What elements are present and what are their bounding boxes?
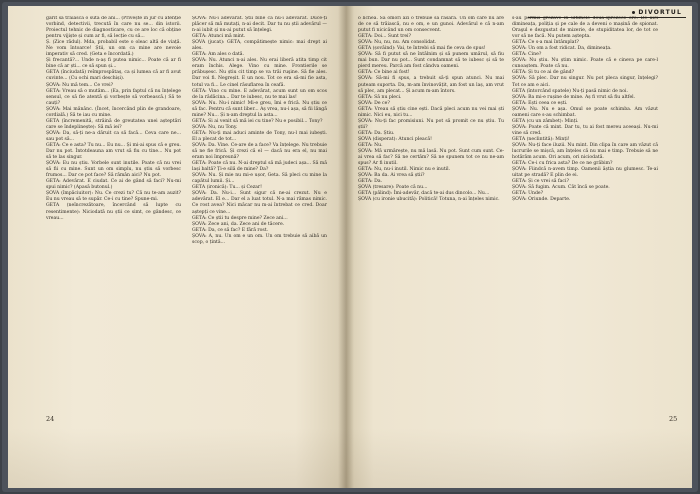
- right-page: [346, 6, 692, 488]
- paragraph: GETA: Am ales o dată.: [192, 52, 244, 58]
- paragraph: GETA (înciudată) reîmprospătaș, ca și lumea că ar fi avut cuvinte... (Cu ochi mari deschiși).: [46, 70, 181, 82]
- running-header: [632, 9, 682, 16]
- paragraph: GETA: Ce-i cu frica asta? De ce ne grăbim?: [512, 161, 613, 167]
- paragraph: GETA: Ce bine ai fost!: [358, 70, 410, 76]
- paragraph: ȘOVA: Ba da. Ai vrea să știi?: [358, 173, 425, 179]
- paragraph: GETA: Unde?: [512, 191, 544, 197]
- paragraph: ȘOVA: Da, să-ți ne-a dăruit ca să facă... Ceva care ne... sau pot să...: [46, 130, 181, 142]
- paragraph: GETA (încremenită, străină de greutatea unei așteptări care se îndeplinește): Să mă iei?: [46, 118, 181, 130]
- paragraph: ȘOVA: Da. Nu-i... Sunt sigur că ne-ai crezut. Nu e adevărat. El e... Dar el a luat totul. N-a mai rămas nimic. Ce rost avea? Nici măcar nu m-ai întrebat ce cred. Doar aștepți ce vine...: [192, 191, 327, 215]
- paragraph: GETA: Da, ce să fac? E fără rost.: [192, 227, 269, 233]
- paragraph: GETA: Doi... Sunt trei?: [358, 34, 411, 40]
- paragraph: GETA: Vino cu mine. E adevărat, acum sunt un om scos de la rădăcina... Dar te iubesc, nu te mai las!: [192, 88, 327, 100]
- paragraph: GETA (pălind): Îmi-adevăr, dacă te-ai dus dincolo... Nu...: [358, 191, 490, 197]
- paragraph: GETA: Nu-ți mai aduci aminte de Tony, nu-l mai iubești. El a plecat de tot...: [192, 130, 327, 142]
- left-column-2: [192, 16, 327, 414]
- paragraph: ȘOVA: Da. Vine. Ce-are de a face? Va înțelege. Nu trebuie să ne fie frică. Și crezi că el — dacă nu era el, nu mai eram noi împreună?: [192, 142, 327, 161]
- paragraph: GETA: Cine?: [512, 52, 542, 58]
- paragraph: ȘOVA: Nu. Și mie nu mi-e ușor, Geta. Să pleci cu mine la capătul lumii. Și...: [192, 173, 327, 185]
- paragraph: GETA: Ești ceea ce ești.: [512, 100, 568, 106]
- right-column-2: [512, 16, 658, 416]
- paragraph: ȘOVA: Zece ani, da. Zece ani de tăcere.: [192, 221, 285, 227]
- paragraph: GETA: Și tu ce ai de gând?: [512, 70, 575, 76]
- paragraph: GETA: Și ce vrei să faci?: [512, 179, 569, 185]
- paragraph: ȘOVA: Nu, nu Tony.: [192, 124, 238, 130]
- paragraph: ȘOVA: Nu știu. Nu știm nimic. Poate că e cineva pe care-l cunoaștem. Poate că nu.: [512, 58, 658, 70]
- paragraph: GETA (șovăind): Vai, te întrebi să mai fie ceva de spus!: [358, 46, 486, 52]
- paragraph: GETA: Da.: [358, 179, 383, 185]
- paragraph: ȘOVA: Oriunde. Departe.: [512, 197, 571, 203]
- page-number-right: 25: [669, 415, 678, 423]
- paragraph: GETA (cu un zâmbet): Minți.: [512, 118, 579, 124]
- paragraph: ȘOVA: A, nu. Un om e un om. Un om trebuie să aibă un scop, o țintă...: [192, 233, 327, 245]
- bullet-icon: [632, 11, 635, 14]
- paragraph: GETA: Vreau să știu cine ești. Dacă pleci acum nu vei mai ști nimic. Nici eu, nici tu...: [358, 106, 504, 118]
- paragraph: ȘOVA: Nu mă tem... Ce vrei?: [46, 82, 114, 88]
- paragraph: ȘOVA: Să fi putut să ne întâlnim și să punem umărul, să fiu mai bun. Dar nu pot... Sunt condamnat să te iubesc și să te pierd mereu. Parcă am fost cândva oameni.: [358, 52, 504, 70]
- page-shade: [8, 428, 346, 488]
- paragraph: GETA: Poate că nu. N-ai dreptul să mă judeci așa... Să mă lași baltă? Ți-e silă de mine? Da?: [192, 161, 327, 173]
- paragraph: ȘOVA (tresare): Poate că nu...: [358, 185, 428, 191]
- paragraph: GETA: Ce știi tu despre mine? Zece ani...: [192, 215, 288, 221]
- page-number-left: 24: [46, 415, 55, 423]
- paragraph: ȘOVA: Nu. Nu-i nimic! Mi-e greu, îmi e frică. Nu știu ce să fac. Pentru că sunt liber... Aș vrea, nu-i așa, să fii lângă mine? Nu... Și n-am dreptul la asta...: [192, 100, 327, 118]
- paragraph: GETA: Vreau să o mutăm... (Ea, prin faptul că nu înțelege sensul, ce să fie atentă și vorbește să vorbească.) Să te cauți?: [46, 88, 181, 106]
- paragraph: s-au permis grozave în ultimele două-sprezece ore. De aici dimineața, poliția și pe cale de a deveni o mașină de spionat. Oraşul e dezgustat de mizerie, de stupiditatea lor, de tot ce vor să ne facă. Nu putem aștepta.: [512, 16, 658, 40]
- left-column-1: [46, 16, 181, 414]
- paragraph: GETA (întorcând spatele) Nu-ți pasă nimic de noi.: [512, 88, 628, 94]
- paragraph: ȘOVA (împăciuitor): Nu. Ce crezi tu? Că nu te-am auzit? Eu nu vreau să te supăr. Ce-i cu tine? Spune-mi.: [46, 191, 181, 203]
- paragraph: ȘOVA (cu ironie ubucită): Politică! Totuna, n-ai înțeles nimic.: [358, 197, 500, 203]
- paragraph: o lichea. Să omori azi o trebuie să răsară. Un om care nu are de ce să trăiască, nu e om, e un gunoi. Adevărul e că n-am putut fi nicicând un om consecvent.: [358, 16, 504, 34]
- paragraph: ȘOVA: Eu nu știu. Vorbele sunt inutile. Poate că nu vrei să fii cu mine. Sunt un om simplu, nu știu să vorbesc frumos... Dar ce pot face? Să rămân aici? Nu pot.: [46, 161, 181, 179]
- paragraph: ȘOVA (jucat): GETA, compătimește nimic: mai drept ai ales.: [192, 40, 327, 52]
- paragraph: ȘOVA: De ce?: [358, 100, 390, 106]
- paragraph: GETA (neclintită): Minți!: [512, 136, 570, 142]
- paragraph: ȘOVA: Un om a fost ridicat. Da, dimineața.: [512, 46, 612, 52]
- running-header-title: DIVORTUL: [638, 9, 682, 16]
- paragraph: GETA (ironică): Tu... și Cezar!: [192, 185, 262, 191]
- paragraph: ȘOVA (disperat): Atunci pleacă!: [358, 136, 432, 142]
- paragraph: ȘOVA: Mai mănânc. (Încet, încercând plin de grandoare, cordială.) Să te iau cu mine.: [46, 106, 181, 118]
- paragraph: GETA: Ce e asta? Tu nu... Eu nu... Și mi-ai spus că e greu. Dar nu pot. Întotdeauna am vrut să fiu cu tine... Nu pot să te las singur.: [46, 142, 181, 161]
- paragraph: ȘOVA: Fiindcă n-avem timp. Oamenii ăștia nu glumesc. Te-ai uitat pe stradă? E plin de ei.: [512, 167, 658, 179]
- paragraph: GETA (neîncrezătoare, încercând să lupte cu resentimente): Niciodată nu știi ce simt, ce gândesc, ce vreau...: [46, 203, 181, 221]
- page-shade: [346, 428, 692, 488]
- left-page: [8, 6, 346, 488]
- paragraph: GETA: Atunci mă mint.: [192, 34, 246, 40]
- book-gutter: [338, 6, 354, 488]
- paragraph: ȘOVA: Mă urmărește, nu mă lasă. Nu pot. Sunt cum sunt. Ce-ai vrea să fac? Să ne certăm? Să ne spunem tot ce nu ne-am spus? Ar fi inutil.: [358, 149, 504, 167]
- paragraph: ȘOVA: Să-mi fi spus, a trebuit să-ți spun atunci. Nu mai puteam suporta. Da, m-am învinovățit, am fost un laș, am vrut să plec, am plecat... Și acum m-am întors.: [358, 76, 504, 94]
- right-column-1: [358, 16, 504, 416]
- paragraph: GETA: Nu.: [358, 142, 383, 148]
- paragraph: GETA: Da. Știu.: [358, 130, 395, 136]
- paragraph: ȘOVA: Nu-ți face iluzii. Nu mint. Din clipa în care am văzut că lucrurile se mișcă, am înțeles că nu mai e timp. Trebuie să ne hotărâm acum. Ori acum, ori niciodată.: [512, 142, 658, 161]
- paragraph: GETA: Ce s-a mai întâmplat?: [512, 40, 579, 46]
- paragraph: ȘOVA: Ba mi-e rușine de mine. Aș fi vrut să fiu altfel.: [512, 94, 636, 100]
- paragraph: Ș. (Zice rădul). Mda, probabil este o oleac altă de viață. Ne vom întoarce! Știi, un om ca mine are nevoie imperativ să cred. (Geta e încordată.): [46, 40, 181, 58]
- paragraph: GETA: Nu, nu-i inutil. Nimic nu e inutil.: [358, 167, 451, 173]
- paragraph: GETA: Si ai venit să mă iei cu tine? Nu e posibil... Tony?: [192, 118, 323, 124]
- paragraph: GETA: Să nu pleci.: [358, 94, 402, 100]
- paragraph: GETA: Adevărat. E ciudat. Ce ai de gând să faci? Nu-mi spui nimic? (Apasă butonul.): [46, 179, 181, 191]
- paragraph: ȘOVA: Nu-ți fac promisiuni. Nu pot să promit ce nu știu. Tu știi?: [358, 118, 504, 130]
- paragraph: ȘOVA: Nu, nu, nu. Am consolidat.: [358, 40, 437, 46]
- paragraph: ȘOVA: Nu. Nu e așa. Omul se poate schimba. Am văzut oameni care s-au schimbat.: [512, 106, 658, 118]
- paragraph: ȘOVA: Poate că mint. Dar tu, tu ai fost mereu aceeași. Nu-mi vine să cred.: [512, 124, 658, 136]
- paragraph: ȘOVA: Nu-i adevărat. Știi bine că nu-i adevărat. Duce-ți plăcer să mă mutați, n-ai decit. Dar tu nu știi adevărul — n-ai iubit și nu-ai putut să înțelegi.: [192, 16, 327, 34]
- paragraph: ȘOVA: Nu. Atunci n-ai ales. Nu erai liberă atita timp cit eram închis. Alege. Vino cu mine. Frontierile se prăbușesc. Nu știu cit timp se va trăi ruşine. Să fie ales. Dar voi fi. Negreșit. E un nou. Tot ce era să-mi fie asta, totul va fi... Le cinel răsuflarea în ceafă.: [192, 58, 327, 88]
- paragraph: ȘOVA: Să fugim. Acum. Cât încă se poate.: [512, 185, 610, 191]
- paragraph: Și frecantă?... Unde n-aș fi putea nimic... Poate că ar fi bine că ar ști... ce să spun și...: [46, 58, 181, 70]
- paragraph: ȘOVA: Să plec. Dar nu singur. Nu pot pleca singur, înțelegi? Tot ce am e aici.: [512, 76, 658, 88]
- paragraph: gărit să trăiască o sută de ani... (Privește în jur cu atenție vorbind, detectivii, trecută în care nu se... din istorii. Proiectul tehnic de diagnosticare, cu ce are loc că obține pentru vijiște și cum ar fi, să lecție cu să...: [46, 16, 181, 40]
